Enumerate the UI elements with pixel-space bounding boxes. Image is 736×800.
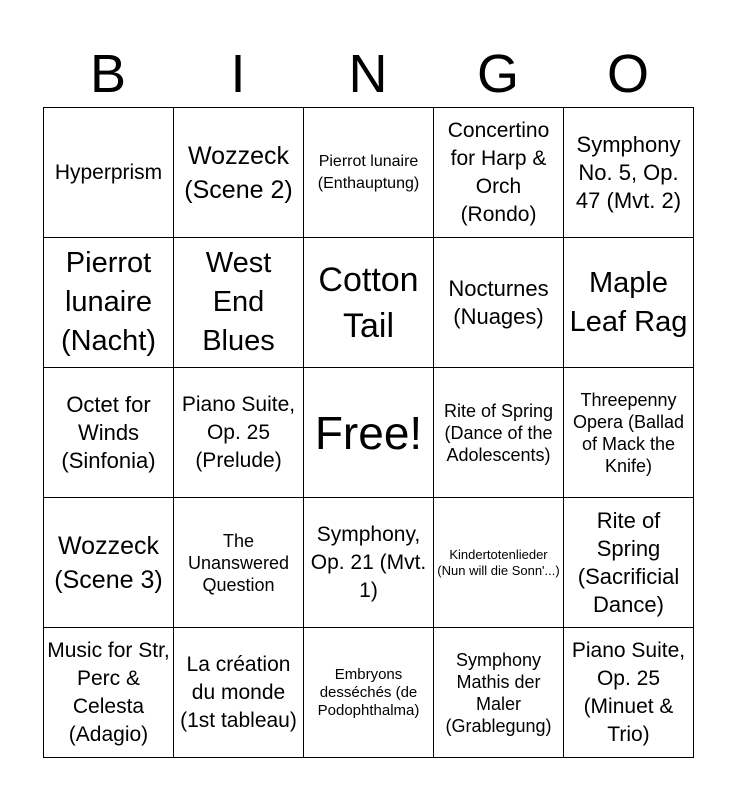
bingo-cell[interactable] <box>434 628 564 758</box>
header-letter-i: I <box>230 44 246 104</box>
cell-text: La création du monde (1st tableau) <box>180 652 297 732</box>
bingo-cell[interactable] <box>174 108 304 238</box>
cell-text: Threepenny Opera (Ballad of Mack the Knife) <box>572 389 685 476</box>
bingo-cell[interactable] <box>564 108 694 238</box>
cell-text: Kindertotenlieder (Nun will die Sonn'...) <box>437 546 560 578</box>
bingo-header <box>43 42 693 106</box>
bingo-grid <box>43 107 694 758</box>
bingo-cell[interactable] <box>434 498 564 628</box>
cell-text: Rite of Spring (Sacrificial Dance) <box>577 507 680 617</box>
bingo-cell[interactable] <box>44 368 174 498</box>
cell-text: Piano Suite, Op. 25 (Prelude) <box>181 392 296 472</box>
cell-text: Maple Leaf Rag <box>569 266 688 338</box>
cell-text: The Unanswered Question <box>187 530 290 595</box>
header-letter-o: O <box>606 44 649 104</box>
bingo-cell[interactable] <box>434 108 564 238</box>
bingo-cell[interactable] <box>44 498 174 628</box>
cell-text: Wozzeck (Scene 3) <box>54 531 163 594</box>
cell-text: Concertino for Harp & Orch (Rondo) <box>447 118 550 226</box>
cell-text: Symphony Mathis der Maler (Grablegung) <box>445 649 552 736</box>
bingo-cell free-space[interactable] <box>304 368 434 498</box>
bingo-cell[interactable] <box>304 108 434 238</box>
bingo-cell[interactable] <box>564 498 694 628</box>
bingo-cell[interactable] <box>174 238 304 368</box>
cell-text: Music for Str, Perc & Celesta (Adagio) <box>47 638 170 746</box>
cell-text: Symphony, Op. 21 (Mvt. 1) <box>310 522 427 602</box>
bingo-cell[interactable] <box>44 628 174 758</box>
bingo-cell[interactable] <box>304 238 434 368</box>
bingo-cell[interactable] <box>434 238 564 368</box>
cell-text: Pierrot lunaire (Nacht) <box>60 247 157 357</box>
bingo-cell[interactable] <box>174 498 304 628</box>
bingo-cell[interactable] <box>564 628 694 758</box>
cell-text: Wozzeck (Scene 2) <box>184 141 293 204</box>
cell-text: Hyperprism <box>54 160 163 184</box>
header-letter-b: B <box>89 44 127 104</box>
cell-text: Symphony No. 5, Op. 47 (Mvt. 2) <box>575 131 682 213</box>
bingo-cell[interactable] <box>44 108 174 238</box>
bingo-cell[interactable] <box>304 498 434 628</box>
cell-text: Cotton Tail <box>318 260 419 345</box>
bingo-cell[interactable] <box>434 368 564 498</box>
cell-text: Piano Suite, Op. 25 (Minuet & Trio) <box>571 638 686 746</box>
header-letter-g: G <box>476 44 519 104</box>
cell-text: West End Blues <box>202 247 275 357</box>
cell-text: Rite of Spring (Dance of the Adolescents) <box>443 400 554 465</box>
bingo-cell[interactable] <box>564 238 694 368</box>
header-letter-n: N <box>348 44 388 104</box>
free-space-text: Free! <box>314 406 423 459</box>
cell-text: Nocturnes (Nuages) <box>448 275 549 329</box>
cell-text: Octet for Winds (Sinfonia) <box>61 391 156 473</box>
bingo-cell[interactable] <box>174 368 304 498</box>
bingo-cell[interactable] <box>174 628 304 758</box>
cell-text: Embryons desséchés (de Podophthalma) <box>317 665 420 719</box>
cell-text: Pierrot lunaire (Enthauptung) <box>317 152 420 192</box>
bingo-cell[interactable] <box>304 628 434 758</box>
bingo-cell[interactable] <box>564 368 694 498</box>
bingo-cell[interactable] <box>44 238 174 368</box>
